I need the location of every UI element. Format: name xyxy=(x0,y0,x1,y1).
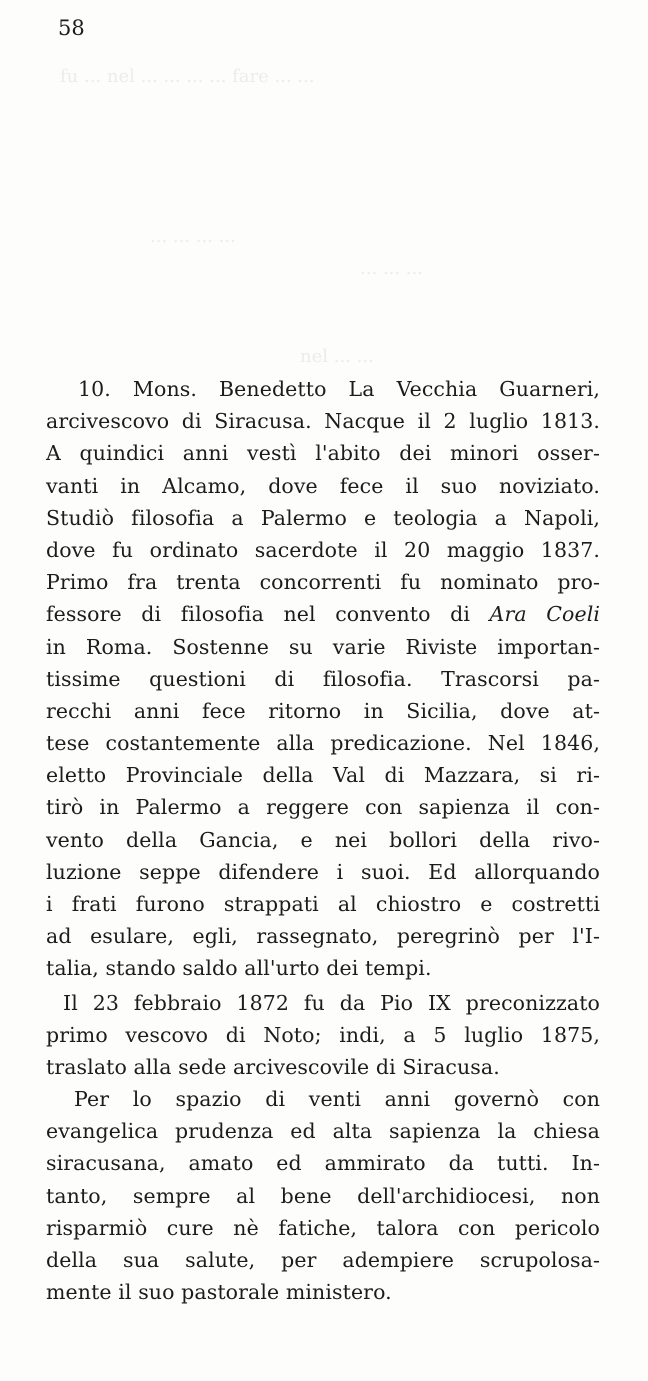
text-line: i frati furono strappati al chiostro e costretti xyxy=(46,892,600,916)
page-number: 58 xyxy=(58,16,85,40)
paragraph-appointments xyxy=(46,987,600,1084)
italic-place-name: Ara Coeli xyxy=(489,602,601,627)
text-line: Il 23 febbraio 1872 fu da Pio IX preconizzato xyxy=(63,991,600,1015)
text-line: della sua salute, per adempiere scrupolosa- xyxy=(46,1247,600,1272)
text-line: talia, stando saldo all'urto dei tempi. xyxy=(46,956,432,981)
text-line: primo vescovo di Noto; indi, a 5 luglio 1875, xyxy=(46,1023,600,1048)
text-line: Primo fra trenta concorrenti fu nominato pro- xyxy=(46,570,600,595)
text-line: arcivescovo di Siracusa. Nacque il 2 luglio 1813. xyxy=(46,409,600,434)
text-line: Per lo spazio di venti anni governò con xyxy=(74,1087,600,1111)
bleed-through-line: nel ... ... xyxy=(300,346,374,367)
paragraph-episcopate xyxy=(46,1083,600,1308)
paragraph-biography xyxy=(46,373,600,985)
text-line: tirò in Palermo a reggere con sapienza il con- xyxy=(46,795,600,820)
text-line: siracusana, amato ed ammirato da tutti. In- xyxy=(46,1151,600,1176)
text-line: evangelica prudenza ed alta sapienza la chiesa xyxy=(46,1119,600,1144)
text-line: risparmiò cure nè fatiche, talora con pericolo xyxy=(46,1215,600,1240)
bleed-through-line: ... ... ... xyxy=(360,258,423,279)
text-line: luzione seppe difendere i suoi. Ed allorquando xyxy=(46,859,600,884)
bleed-through-line: ... ... ... ... xyxy=(150,226,236,247)
text-line: ad esulare, egli, rassegnato, peregrinò per l'I- xyxy=(46,924,600,949)
text-line: vento della Gancia, e nei bollori della rivo- xyxy=(46,827,600,852)
text-line: dove fu ordinato sacerdote il 20 maggio 1837. xyxy=(46,537,600,562)
text-line xyxy=(46,598,600,630)
text-line: tese costantemente alla predicazione. Nel 1846, xyxy=(46,731,600,756)
text-line: recchi anni fece ritorno in Sicilia, dove at- xyxy=(46,698,600,723)
text-line: 10. Mons. Benedetto La Vecchia Guarneri, xyxy=(78,377,600,401)
text-line: tanto, sempre al bene dell'archidiocesi, non xyxy=(46,1183,600,1208)
text-line: Studiò filosofia a Palermo e teologia a Napoli, xyxy=(46,505,600,530)
text-line: vanti in Alcamo, dove fece il suo noviziato. xyxy=(46,473,600,498)
text-line: in Roma. Sostenne su varie Riviste importan- xyxy=(46,634,600,659)
bleed-through-line: fu ... nel ... ... ... ... fare ... ... xyxy=(60,66,315,87)
text-line: A quindici anni vestì l'abito dei minori osser- xyxy=(46,441,600,466)
text-line: mente il suo pastorale ministero. xyxy=(46,1280,392,1305)
text-line: eletto Provinciale della Val di Mazzara, si ri- xyxy=(46,763,600,788)
text-line: tissime questioni di filosofia. Trascorsi pa- xyxy=(46,666,600,691)
text-line: traslato alla sede arcivescovile di Siracusa. xyxy=(46,1055,500,1080)
text-line-roman: fessore di filosofia nel convento di xyxy=(46,602,490,627)
